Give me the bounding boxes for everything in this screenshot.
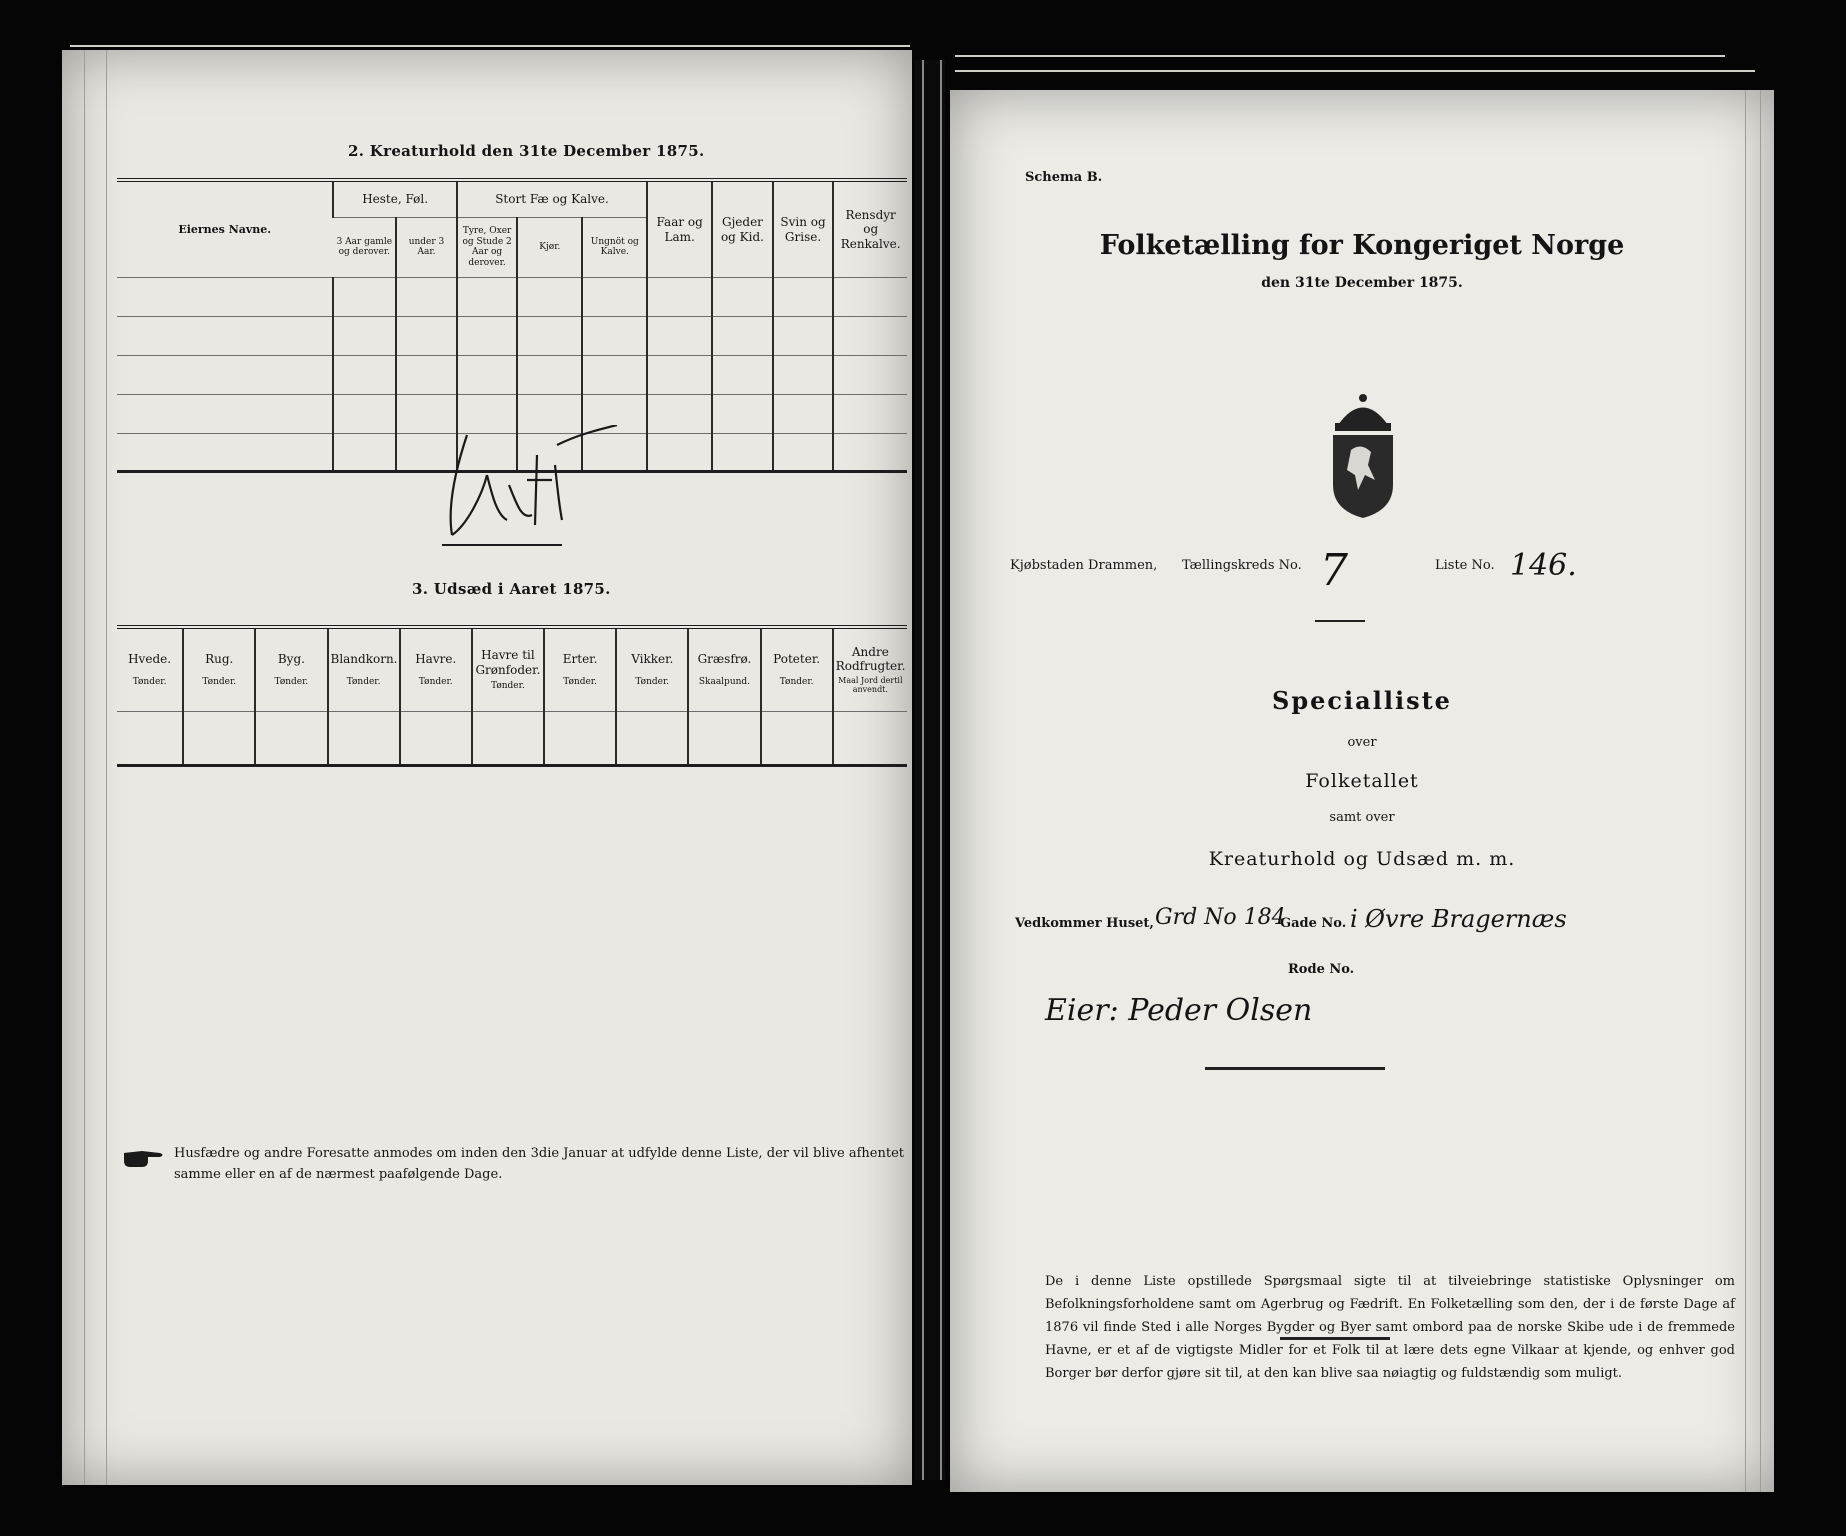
- col-oats: [400, 627, 472, 712]
- list-label: Liste No.: [1435, 558, 1495, 573]
- col-oats-unit: Tønder.: [418, 676, 453, 687]
- schema-label: Schema B.: [1025, 170, 1103, 185]
- col-barley: [255, 627, 327, 712]
- col-mixed-grain-label: Blandkorn.: [330, 652, 398, 667]
- owner-handwritten: Eier: Peder Olsen: [1045, 993, 1313, 1028]
- col-horses: Heste, Føl.: [333, 180, 456, 217]
- col-cattle: Stort Fæ og Kalve.: [457, 180, 647, 217]
- pointing-hand-icon: [122, 1145, 166, 1171]
- col-oats-fodder-label: Havre til Grønfoder.: [475, 648, 541, 677]
- col-oats-fodder-unit: Tønder.: [491, 680, 525, 691]
- rode-label: Rode No.: [1288, 962, 1355, 977]
- left-page: [62, 50, 912, 1485]
- seed-row: [117, 712, 907, 766]
- col-other-roots-unit: Maal Jord dertil anvendt.: [838, 675, 903, 695]
- livestock-title: 2. Kreaturhold den 31te December 1875.: [348, 142, 705, 160]
- gutter-line-2: [940, 60, 942, 1480]
- col-cows: Kjør.: [517, 217, 582, 277]
- right-page: [950, 90, 1774, 1492]
- census-date: den 31te December 1875.: [1261, 275, 1463, 291]
- col-potatoes: [761, 627, 833, 712]
- col-goats: Gjeder og Kid.: [712, 180, 773, 278]
- col-wheat-label: Hvede.: [128, 652, 172, 667]
- col-rye: [183, 627, 255, 712]
- census-title: Folketælling for Kongeriget Norge: [1099, 230, 1625, 261]
- col-owner-names: Eiernes Navne.: [117, 180, 333, 278]
- right-stack-edge-2: [955, 70, 1755, 72]
- seed-title: 3. Udsæd i Aaret 1875.: [412, 580, 611, 598]
- col-other-roots: [833, 627, 907, 712]
- left-margin-line: [84, 50, 85, 1485]
- col-horses-under3: under 3 Aar.: [396, 217, 457, 277]
- divider-rule: [1315, 620, 1365, 622]
- street-label: Gade No.: [1280, 916, 1347, 931]
- col-barley-unit: Tønder.: [274, 676, 309, 687]
- census-intro-paragraph: De i denne Liste opstillede Spørgsmaal sigte til at tilveiebringe statistiske Oplysninger om Befolkningsforholdene samt om Agerbrug og Fædrift. En Folketælling som den, der i de første Dage af 1876 vil finde Sted i alle Norges Bygder og Byer samt ombord paa de norske Skibe ude i de fremmede Havne, er et af de vigtigste Midler for et Folk til at lære dets egne Vilkaar at kjende, og enhver god Borger bør derfor gjøre sit til, at den kan blive saa nøiagtig og fuldstændig som muligt.: [1045, 1274, 1735, 1381]
- street-value: i Øvre Bragernæs: [1350, 905, 1567, 933]
- col-wheat-unit: Tønder.: [132, 676, 167, 687]
- col-other-roots-label: Andre Rodfrugter.: [835, 645, 906, 674]
- town-label: Kjøbstaden Drammen,: [1010, 558, 1158, 573]
- district-value: 7: [1320, 545, 1348, 596]
- bottom-rule: [1280, 1337, 1390, 1340]
- col-potatoes-unit: Tønder.: [779, 676, 814, 687]
- col-reindeer: Rensdyr og Renkalve.: [833, 180, 907, 278]
- district-label: Tællingskreds No.: [1182, 558, 1302, 573]
- seed-table: [117, 625, 907, 767]
- col-grass-seed: [688, 627, 760, 712]
- col-pigs: Svin og Grise.: [773, 180, 834, 278]
- gutter-line: [922, 60, 924, 1480]
- intet-signature: [437, 425, 637, 555]
- livestock-row: [117, 317, 907, 356]
- col-peas-label: Erter.: [562, 652, 598, 667]
- col-oats-fodder: [472, 627, 544, 712]
- col-grass-seed-unit: Skaalpund.: [698, 676, 751, 687]
- col-vetch-unit: Tønder.: [635, 676, 670, 687]
- col-wheat: [117, 627, 183, 712]
- house-value: Grd No 184: [1155, 905, 1286, 930]
- col-rye-label: Rug.: [205, 652, 234, 667]
- col-oats-label: Havre.: [415, 652, 457, 667]
- norway-coat-of-arms: [1313, 390, 1413, 520]
- left-margin-line-2: [106, 50, 107, 1485]
- col-barley-label: Byg.: [277, 652, 305, 667]
- livestock-row: [117, 356, 907, 395]
- col-young: Ungnöt og Kalve.: [582, 217, 647, 277]
- col-vetch: [616, 627, 688, 712]
- col-peas: [544, 627, 616, 712]
- col-grass-seed-label: Græsfrø.: [697, 652, 752, 667]
- col-vetch-label: Vikker.: [631, 652, 674, 667]
- samt-over-text: samt over: [1329, 810, 1395, 825]
- right-stack-edge: [955, 55, 1725, 57]
- over-text: over: [1347, 735, 1377, 750]
- col-sheep: Faar og Lam.: [647, 180, 712, 278]
- list-value: 146.: [1510, 548, 1577, 583]
- col-mixed-grain: [328, 627, 400, 712]
- folketallet-text: Folketallet: [1305, 770, 1419, 792]
- col-horses-3plus: 3 Aar gamle og derover.: [333, 217, 396, 277]
- left-stack-edge: [70, 45, 910, 47]
- owner-rule: [1205, 1067, 1385, 1070]
- special-list-title: Specialliste: [1272, 686, 1452, 715]
- col-potatoes-label: Poteter.: [773, 652, 821, 667]
- livestock-seed-line: Kreaturhold og Udsæd m. m.: [1208, 848, 1516, 870]
- col-peas-unit: Tønder.: [563, 676, 597, 687]
- fathers-notice: Husfædre og andre Foresatte anmodes om inden den 3die Januar at udfylde denne Liste, der vil blive afhentet samme eller en af de nærmest paafølgende Dage.: [174, 1146, 904, 1182]
- col-rye-unit: Tønder.: [202, 676, 237, 687]
- livestock-row: [117, 278, 907, 317]
- house-label: Vedkommer Huset,: [1015, 916, 1154, 931]
- col-mixed-grain-unit: Tønder.: [346, 676, 381, 687]
- col-bulls: Tyre, Oxer og Stude 2 Aar og derover.: [457, 217, 518, 277]
